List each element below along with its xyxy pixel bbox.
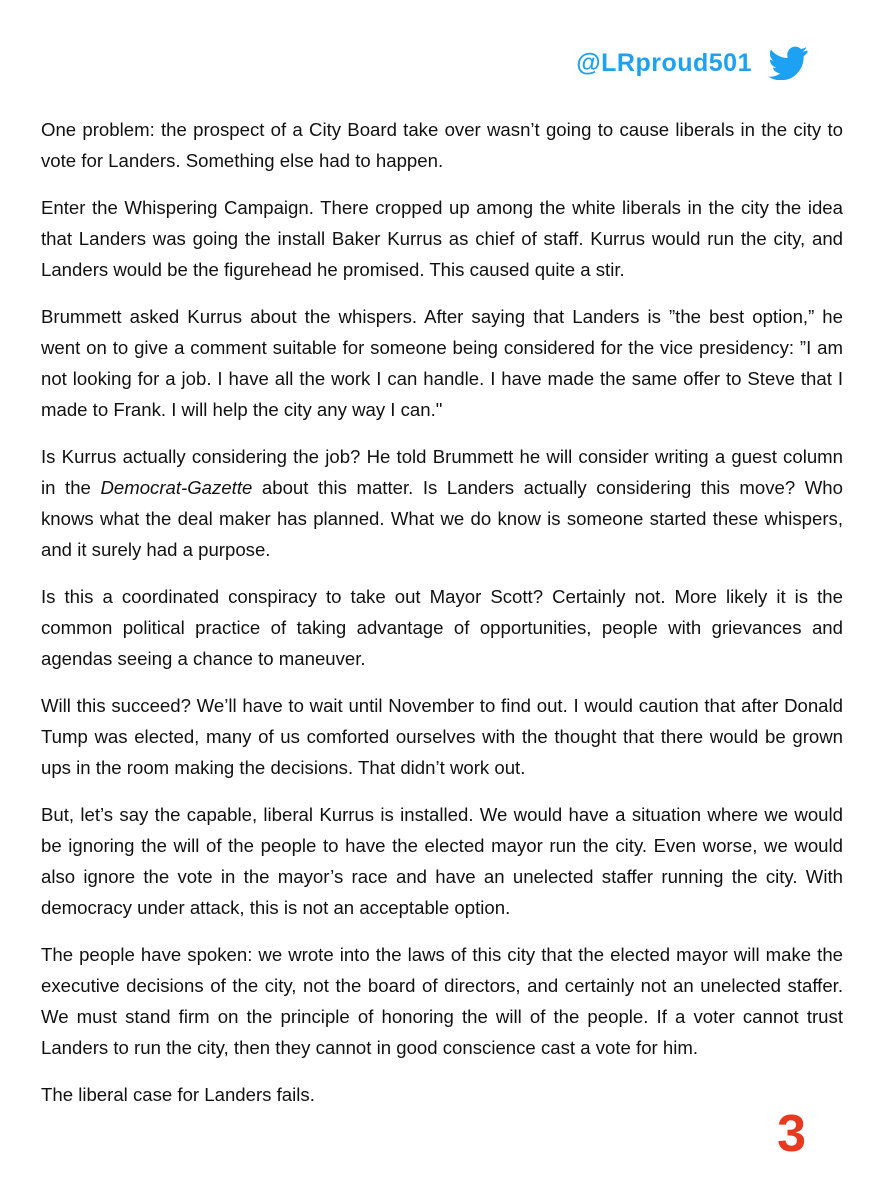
paragraph: The liberal case for Landers fails. xyxy=(41,1084,315,1105)
paragraph-text: Is Kurrus actually considering the job? He told Brummett he will consider writing a guest column in the xyxy=(41,446,843,498)
paragraph-text: about this matter. Is Landers actually considering this move? Who knows what the deal maker has planned. What we do know is someone started these whispers, and it surely had a purpose. xyxy=(41,477,843,560)
twitter-handle[interactable]: @LRproud501 xyxy=(576,48,752,77)
twitter-bird-icon xyxy=(768,46,808,80)
paragraph: Is this a coordinated conspiracy to take out Mayor Scott? Certainly not. More likely it is the common political practice of taking advantage of opportunities, people with grievances and agendas seeing a chance to maneuver. xyxy=(41,586,843,669)
paragraph: But, let’s say the capable, liberal Kurrus is installed. We would have a situation where we would be ignoring the will of the people to have the elected mayor run the city. Even worse, we would also ignore the vote in the mayor’s race and have an unelected staffer running the city. With democracy under attack, this is not an acceptable option. xyxy=(41,804,843,918)
paragraph: Brummett asked Kurrus about the whispers. After saying that Landers is ”the best option,” he went on to give a comment suitable for someone being considered for the vice presidency: ”I am not looking for a job. I have all the work I can handle. I have made the same offer to Steve that I made to Frank. I will help the city any way I can." xyxy=(41,306,843,420)
page-number: 3 xyxy=(777,1105,806,1163)
article-body xyxy=(41,114,843,1126)
paragraph: Will this succeed? We’ll have to wait until November to find out. I would caution that after Donald Tump was elected, many of us comforted ourselves with the thought that there would be grown ups in the room making the decisions. That didn’t work out. xyxy=(41,695,843,778)
paragraph: One problem: the prospect of a City Board take over wasn’t going to cause liberals in the city to vote for Landers. Something else had to happen. xyxy=(41,119,843,171)
publication-name: Democrat-Gazette xyxy=(100,477,253,498)
paragraph: The people have spoken: we wrote into the laws of this city that the elected mayor will make the executive decisions of the city, not the board of directors, and certainly not an unelected staffer. We must stand firm on the principle of honoring the will of the people. If a voter cannot trust Landers to run the city, then they cannot in good conscience cast a vote for him. xyxy=(41,944,843,1058)
paragraph xyxy=(41,441,843,565)
paragraph: Enter the Whispering Campaign. There cropped up among the white liberals in the city the idea that Landers was going the install Baker Kurrus as chief of staff. Kurrus would run the city, and Landers would be the figurehead he promised. This caused quite a stir. xyxy=(41,197,843,280)
header xyxy=(576,46,808,80)
